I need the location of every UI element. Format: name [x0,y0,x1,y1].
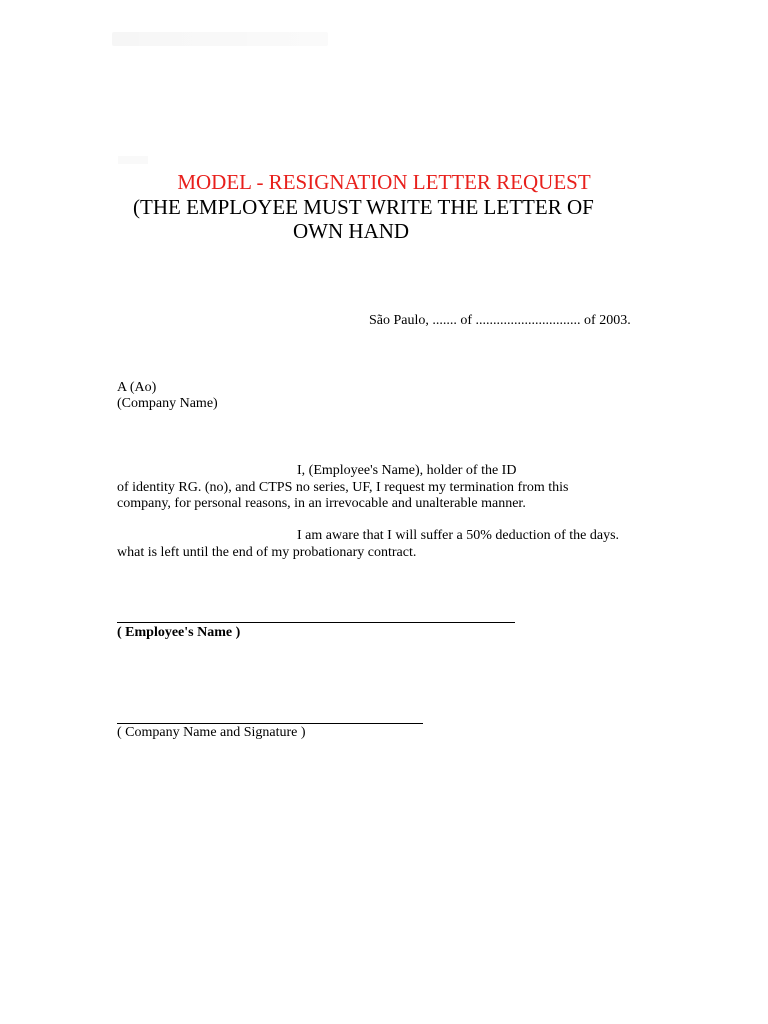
paragraph-1-line-2: of identity RG. (no), and CTPS no series, UF, I request my termination from this [117,480,569,495]
paragraph-2-line-2: what is left until the end of my probationary contract. [117,545,417,560]
company-signature-line [117,723,423,724]
paragraph-1-line-3: company, for personal reasons, in an irrevocable and unalterable manner. [117,496,526,511]
paragraph-2-line-1: I am aware that I will suffer a 50% deduction of the days. [297,528,620,543]
date-line: São Paulo, ....... of .............................. of 2003. [369,313,631,328]
faded-header-text [112,32,328,46]
employee-signature-line [117,622,515,623]
document-subtitle-line-1: (THE EMPLOYEE MUST WRITE THE LETTER OF [133,195,594,219]
document-subtitle-line-2: OWN HAND [293,219,410,243]
addressee-line-1: A (Ao) [117,380,157,395]
employee-signature-label: ( Employee's Name ) [117,625,241,640]
company-signature-label: ( Company Name and Signature ) [117,725,306,740]
paragraph-1-line-1: I, (Employee's Name), holder of the ID [297,463,517,478]
faded-mark [118,156,148,164]
addressee-line-2: (Company Name) [117,396,218,411]
document-title: MODEL - RESIGNATION LETTER REQUEST [177,170,591,194]
